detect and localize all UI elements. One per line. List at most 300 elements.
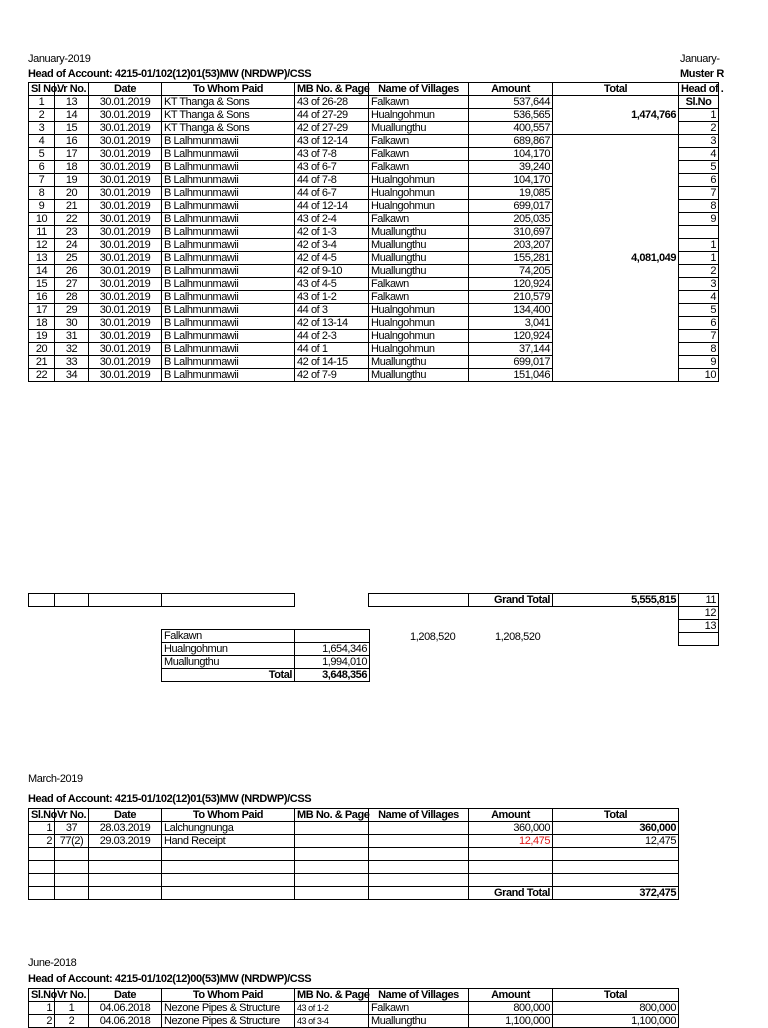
empty-cell — [162, 861, 295, 874]
date-cell: 30.01.2019 — [89, 330, 162, 343]
column-header: Sl.No — [29, 989, 55, 1002]
village-cell: Muallungthu — [369, 122, 469, 135]
table-row — [29, 200, 679, 213]
empty-cell — [369, 874, 469, 887]
date-cell: 04.06.2018 — [89, 1002, 162, 1015]
vr-no-cell: 1 — [55, 1002, 89, 1015]
table-row — [29, 174, 679, 187]
header-row — [29, 809, 679, 822]
village-cell: Falkawn — [369, 1002, 469, 1015]
amount-cell: 104,170 — [469, 148, 553, 161]
sl-no-cell: 7 — [29, 174, 55, 187]
mb-page-cell: 42 of 13-14 — [295, 317, 369, 330]
vr-no-cell: 16 — [55, 135, 89, 148]
amount-cell: 1,100,000 — [469, 1015, 553, 1028]
sl-no-cell: 20 — [29, 343, 55, 356]
column-header: Name of Villages — [369, 809, 469, 822]
vr-no-cell: 37 — [55, 822, 89, 835]
column-header: Total — [553, 989, 679, 1002]
table-row — [162, 630, 370, 643]
village-amount-cell — [295, 630, 370, 643]
date-cell: 30.01.2019 — [89, 343, 162, 356]
table-row — [29, 822, 679, 835]
payee-cell: B Lalhmunmawii — [162, 304, 295, 317]
date-cell: 30.01.2019 — [89, 213, 162, 226]
column-header: Amount — [469, 809, 553, 822]
mb-page-cell: 42 of 27-29 — [295, 122, 369, 135]
march-ledger-table — [28, 808, 679, 900]
sl-no-cell: 18 — [29, 317, 55, 330]
mb-page-cell — [295, 822, 369, 835]
mb-page-cell: 42 of 9-10 — [295, 265, 369, 278]
amount-cell: 37,144 — [469, 343, 553, 356]
mb-page-cell: 43 of 7-8 — [295, 148, 369, 161]
sl-no-cell: 9 — [29, 200, 55, 213]
vr-no-cell: 15 — [55, 122, 89, 135]
date-cell: 30.01.2019 — [89, 252, 162, 265]
table-row — [679, 278, 719, 291]
mb-page-cell: 42 of 4-5 — [295, 252, 369, 265]
right-panel-sl-cell: 5 — [679, 161, 719, 174]
sl-no-cell: 19 — [29, 330, 55, 343]
january-month-label: January-2019 — [28, 53, 91, 65]
column-header: To Whom Paid — [162, 83, 295, 96]
village-summary-total-label: Total — [162, 669, 295, 682]
right-panel-sl-cell: 2 — [679, 122, 719, 135]
vr-no-cell: 18 — [55, 161, 89, 174]
sl-no-cell: 22 — [29, 369, 55, 382]
total-cell: 360,000 — [553, 822, 679, 835]
total-cell — [553, 226, 679, 239]
table-row — [29, 356, 679, 369]
amount-cell: 104,170 — [469, 174, 553, 187]
total-cell — [553, 96, 679, 109]
empty-row — [29, 874, 679, 887]
mb-page-cell: 42 of 7-9 — [295, 369, 369, 382]
empty-cell — [469, 874, 553, 887]
amount-cell: 689,867 — [469, 135, 553, 148]
sl-no-cell: 13 — [29, 252, 55, 265]
empty-cell — [89, 848, 162, 861]
right-panel-table — [678, 82, 724, 382]
amount-cell: 400,557 — [469, 122, 553, 135]
mb-page-cell: 43 of 1-2 — [295, 291, 369, 304]
right-panel-sl-cell: 2 — [679, 265, 719, 278]
table-row — [29, 835, 679, 848]
right-panel-sl-cell: 7 — [679, 187, 719, 200]
amount-cell: 19,085 — [469, 187, 553, 200]
total-cell — [553, 135, 679, 148]
table-row — [679, 304, 719, 317]
village-cell: Falkawn — [369, 148, 469, 161]
vr-no-cell: 22 — [55, 213, 89, 226]
empty-cell — [89, 874, 162, 887]
sl-no-cell: 4 — [29, 135, 55, 148]
column-header: To Whom Paid — [162, 989, 295, 1002]
grand-total-label: Grand Total — [469, 887, 553, 900]
column-header: Date — [89, 809, 162, 822]
vr-no-cell: 19 — [55, 174, 89, 187]
total-cell — [553, 356, 679, 369]
mb-page-cell: 42 of 3-4 — [295, 239, 369, 252]
vr-no-cell: 2 — [55, 1015, 89, 1028]
table-row — [29, 213, 679, 226]
column-header: Sl.No — [29, 809, 55, 822]
table-row — [162, 656, 370, 669]
amount-cell: 151,046 — [469, 369, 553, 382]
right-panel-sl-cell: 7 — [679, 330, 719, 343]
payee-cell: B Lalhmunmawii — [162, 239, 295, 252]
date-cell: 30.01.2019 — [89, 161, 162, 174]
date-cell: 30.01.2019 — [89, 174, 162, 187]
table-row — [679, 213, 719, 226]
payee-cell: B Lalhmunmawii — [162, 369, 295, 382]
total-cell: 800,000 — [553, 1002, 679, 1015]
village-name-cell: Hualngohmun — [162, 643, 295, 656]
right-panel-sl-cell: 4 — [679, 148, 719, 161]
empty-cell — [55, 861, 89, 874]
empty-cell — [29, 861, 55, 874]
mb-page-cell: 43 of 3-4 — [295, 1015, 369, 1028]
empty-cell — [29, 874, 55, 887]
right-panel-sl-cell: 3 — [679, 278, 719, 291]
column-header: MB No. & Page — [295, 83, 369, 96]
empty-cell — [55, 887, 89, 900]
table-row — [29, 96, 679, 109]
table-row — [679, 291, 719, 304]
empty-row — [29, 848, 679, 861]
empty-cell — [469, 861, 553, 874]
right-panel-sl-cell: 5 — [679, 304, 719, 317]
village-cell: Hualngohmun — [369, 174, 469, 187]
right-panel-title: Muster R — [680, 68, 724, 80]
header-row — [29, 83, 679, 96]
payee-cell: B Lalhmunmawii — [162, 135, 295, 148]
date-cell: 30.01.2019 — [89, 304, 162, 317]
vr-no-cell: 28 — [55, 291, 89, 304]
table-row — [679, 135, 719, 148]
village-amount-cell: 1,654,346 — [295, 643, 370, 656]
right-panel-head-cell: Head of . — [679, 83, 719, 96]
total-cell — [553, 369, 679, 382]
mb-page-cell: 44 of 12-14 — [295, 200, 369, 213]
table-row — [29, 330, 679, 343]
date-cell: 30.01.2019 — [89, 278, 162, 291]
amount-cell: 120,924 — [469, 330, 553, 343]
date-cell: 30.01.2019 — [89, 369, 162, 382]
total-cell — [553, 174, 679, 187]
table-row — [679, 633, 719, 646]
village-cell: Hualngohmun — [369, 304, 469, 317]
date-cell: 30.01.2019 — [89, 200, 162, 213]
total-cell — [553, 304, 679, 317]
right-panel-sl-cell: 13 — [679, 620, 719, 633]
village-cell — [369, 835, 469, 848]
total-cell — [553, 239, 679, 252]
village-name-cell: Falkawn — [162, 630, 295, 643]
payee-cell: B Lalhmunmawii — [162, 187, 295, 200]
empty-cell — [29, 848, 55, 861]
table-row — [29, 1015, 679, 1028]
village-cell: Muallungthu — [369, 356, 469, 369]
vr-no-cell: 31 — [55, 330, 89, 343]
right-panel-sl-cell — [679, 226, 719, 239]
empty-cell — [369, 861, 469, 874]
empty-cell — [553, 848, 679, 861]
vr-no-cell: 14 — [55, 109, 89, 122]
right-panel-sl-cell: 10 — [679, 369, 719, 382]
table-row — [29, 135, 679, 148]
right-panel-sl-cell: 1 — [679, 239, 719, 252]
village-cell: Falkawn — [369, 278, 469, 291]
total-cell: 12,475 — [553, 835, 679, 848]
table-row — [162, 643, 370, 656]
right-panel-sl-cell: 9 — [679, 213, 719, 226]
table-row — [679, 607, 719, 620]
column-header: Name of Villages — [369, 83, 469, 96]
date-cell: 30.01.2019 — [89, 148, 162, 161]
empty-cell — [295, 887, 369, 900]
right-panel-month: January- — [680, 53, 720, 65]
date-cell: 30.01.2019 — [89, 291, 162, 304]
mb-page-cell: 43 of 4-5 — [295, 278, 369, 291]
empty-cell — [55, 874, 89, 887]
payee-cell: Hand Receipt — [162, 835, 295, 848]
table-row — [29, 239, 679, 252]
mb-page-cell: 43 of 2-4 — [295, 213, 369, 226]
right-panel-sl-cell — [679, 633, 719, 646]
table-row — [679, 200, 719, 213]
village-summary-total-value: 3,648,356 — [295, 669, 370, 682]
column-header: To Whom Paid — [162, 809, 295, 822]
sl-no-cell: 12 — [29, 239, 55, 252]
june-head-of-account: Head of Account: 4215-01/102(12)00(53)MW (NRDWP)/CSS — [28, 973, 312, 985]
mb-page-cell: 42 of 14-15 — [295, 356, 369, 369]
amount-cell: 537,644 — [469, 96, 553, 109]
table-row — [29, 252, 679, 265]
village-name-cell: Muallungthu — [162, 656, 295, 669]
june-ledger-table — [28, 988, 679, 1028]
table-row — [29, 369, 679, 382]
amount-cell: 12,475 — [469, 835, 553, 848]
table-row — [29, 122, 679, 135]
date-cell: 30.01.2019 — [89, 109, 162, 122]
table-row — [29, 187, 679, 200]
village-cell: Falkawn — [369, 161, 469, 174]
mb-page-cell: 44 of 6-7 — [295, 187, 369, 200]
payee-cell: KT Thanga & Sons — [162, 96, 295, 109]
table-row — [679, 239, 719, 252]
payee-cell: B Lalhmunmawii — [162, 213, 295, 226]
column-header: Vr No. — [55, 989, 89, 1002]
date-cell: 30.01.2019 — [89, 122, 162, 135]
column-header: Amount — [469, 989, 553, 1002]
table-row — [29, 265, 679, 278]
empty-cell — [553, 874, 679, 887]
sl-no-cell: 2 — [29, 835, 55, 848]
header-row — [29, 989, 679, 1002]
total-cell — [553, 265, 679, 278]
vr-no-cell: 33 — [55, 356, 89, 369]
mb-page-cell: 44 of 27-29 — [295, 109, 369, 122]
empty-cell — [55, 848, 89, 861]
date-cell: 30.01.2019 — [89, 96, 162, 109]
payee-cell: B Lalhmunmawii — [162, 343, 295, 356]
table-row — [679, 369, 719, 382]
right-panel-sl-cell: 12 — [679, 607, 719, 620]
column-header: Date — [89, 83, 162, 96]
sl-no-cell: 17 — [29, 304, 55, 317]
table-row — [679, 161, 719, 174]
table-row — [29, 343, 679, 356]
empty-cell — [162, 874, 295, 887]
empty-cell — [89, 861, 162, 874]
date-cell: 30.01.2019 — [89, 226, 162, 239]
column-header: Sl No. — [29, 83, 55, 96]
sl-no-cell: 5 — [29, 148, 55, 161]
january-ledger-table — [28, 82, 679, 382]
column-header: Vr No. — [55, 83, 89, 96]
village-cell: Muallungthu — [369, 369, 469, 382]
table-row — [29, 304, 679, 317]
column-header: MB No. & Page — [295, 809, 369, 822]
january-grand-total-value: 5,555,815 — [553, 594, 679, 607]
amount-cell: 210,579 — [469, 291, 553, 304]
column-header: Total — [553, 809, 679, 822]
sl-no-cell: 1 — [29, 1002, 55, 1015]
table-row — [679, 356, 719, 369]
right-panel-sl-cell: 6 — [679, 174, 719, 187]
column-header: Amount — [469, 83, 553, 96]
empty-row — [29, 861, 679, 874]
table-row — [679, 620, 719, 633]
vr-no-cell: 32 — [55, 343, 89, 356]
vr-no-cell: 17 — [55, 148, 89, 161]
empty-cell — [469, 848, 553, 861]
payee-cell: Nezone Pipes & Structure — [162, 1002, 295, 1015]
village-cell — [369, 822, 469, 835]
vr-no-cell: 13 — [55, 96, 89, 109]
empty-cell — [162, 848, 295, 861]
date-cell: 30.01.2019 — [89, 187, 162, 200]
village-summary-extra-a: 1,208,520 — [410, 631, 456, 643]
payee-cell: B Lalhmunmawii — [162, 356, 295, 369]
empty-cell — [369, 887, 469, 900]
sl-no-cell: 16 — [29, 291, 55, 304]
empty-cell — [162, 887, 295, 900]
total-cell — [553, 291, 679, 304]
total-cell — [553, 200, 679, 213]
payee-cell: B Lalhmunmawii — [162, 291, 295, 304]
right-panel-sl-cell: 4 — [679, 291, 719, 304]
vr-no-cell: 34 — [55, 369, 89, 382]
payee-cell: B Lalhmunmawii — [162, 226, 295, 239]
right-panel-sl-cell: 9 — [679, 356, 719, 369]
sl-no-cell: 3 — [29, 122, 55, 135]
table-row — [679, 148, 719, 161]
village-cell: Hualngohmun — [369, 200, 469, 213]
table-row — [679, 317, 719, 330]
total-cell — [553, 187, 679, 200]
village-cell: Hualngohmun — [369, 330, 469, 343]
right-panel-sl-cell: 3 — [679, 135, 719, 148]
table-row — [679, 109, 719, 122]
date-cell: 30.01.2019 — [89, 135, 162, 148]
amount-cell: 120,924 — [469, 278, 553, 291]
total-cell: 1,474,766 — [553, 109, 679, 122]
date-cell: 30.01.2019 — [89, 317, 162, 330]
right-panel-sl-cell: 1 — [679, 252, 719, 265]
village-summary-table — [161, 629, 370, 682]
right-panel-sl-cell: 6 — [679, 317, 719, 330]
amount-cell: 203,207 — [469, 239, 553, 252]
vr-no-cell: 24 — [55, 239, 89, 252]
amount-cell: 74,205 — [469, 265, 553, 278]
amount-cell: 39,240 — [469, 161, 553, 174]
table-row — [679, 226, 719, 239]
table-row — [29, 148, 679, 161]
table-row — [29, 161, 679, 174]
village-cell: Falkawn — [369, 96, 469, 109]
sl-no-cell: 14 — [29, 265, 55, 278]
january-head-of-account: Head of Account: 4215-01/102(12)01(53)MW (NRDWP)/CSS — [28, 68, 312, 80]
mb-page-cell — [295, 835, 369, 848]
vr-no-cell: 27 — [55, 278, 89, 291]
amount-cell: 699,017 — [469, 200, 553, 213]
mb-page-cell: 43 of 6-7 — [295, 161, 369, 174]
empty-cell — [295, 848, 369, 861]
table-row — [679, 343, 719, 356]
empty-cell — [29, 887, 55, 900]
amount-cell: 155,281 — [469, 252, 553, 265]
village-cell: Hualngohmun — [369, 109, 469, 122]
january-grand-total-label: Grand Total — [469, 594, 553, 607]
empty-cell — [89, 887, 162, 900]
village-cell: Falkawn — [369, 213, 469, 226]
payee-cell: Nezone Pipes & Structure — [162, 1015, 295, 1028]
march-head-of-account: Head of Account: 4215-01/102(12)01(53)MW (NRDWP)/CSS — [28, 793, 312, 805]
payee-cell: Lalchungnunga — [162, 822, 295, 835]
village-summary-extra-b: 1,208,520 — [495, 631, 541, 643]
date-cell: 30.01.2019 — [89, 239, 162, 252]
table-row — [29, 109, 679, 122]
column-header: Name of Villages — [369, 989, 469, 1002]
date-cell: 30.01.2019 — [89, 265, 162, 278]
village-cell: Muallungthu — [369, 1015, 469, 1028]
vr-no-cell: 29 — [55, 304, 89, 317]
grand-total-row — [29, 887, 679, 900]
table-row — [29, 291, 679, 304]
total-cell: 1,100,000 — [553, 1015, 679, 1028]
village-cell: Hualngohmun — [369, 187, 469, 200]
table-row — [29, 317, 679, 330]
empty-cell — [553, 861, 679, 874]
payee-cell: B Lalhmunmawii — [162, 317, 295, 330]
village-cell: Muallungthu — [369, 226, 469, 239]
payee-cell: KT Thanga & Sons — [162, 122, 295, 135]
total-cell — [553, 343, 679, 356]
right-panel-lower-table — [678, 593, 719, 646]
amount-cell: 3,041 — [469, 317, 553, 330]
sl-no-cell: 21 — [29, 356, 55, 369]
amount-cell: 205,035 — [469, 213, 553, 226]
amount-cell: 699,017 — [469, 356, 553, 369]
june-month-label: June-2018 — [28, 957, 77, 969]
march-month-label: March-2019 — [28, 773, 83, 785]
date-cell: 29.03.2019 — [89, 835, 162, 848]
vr-no-cell: 23 — [55, 226, 89, 239]
village-cell: Hualngohmun — [369, 317, 469, 330]
